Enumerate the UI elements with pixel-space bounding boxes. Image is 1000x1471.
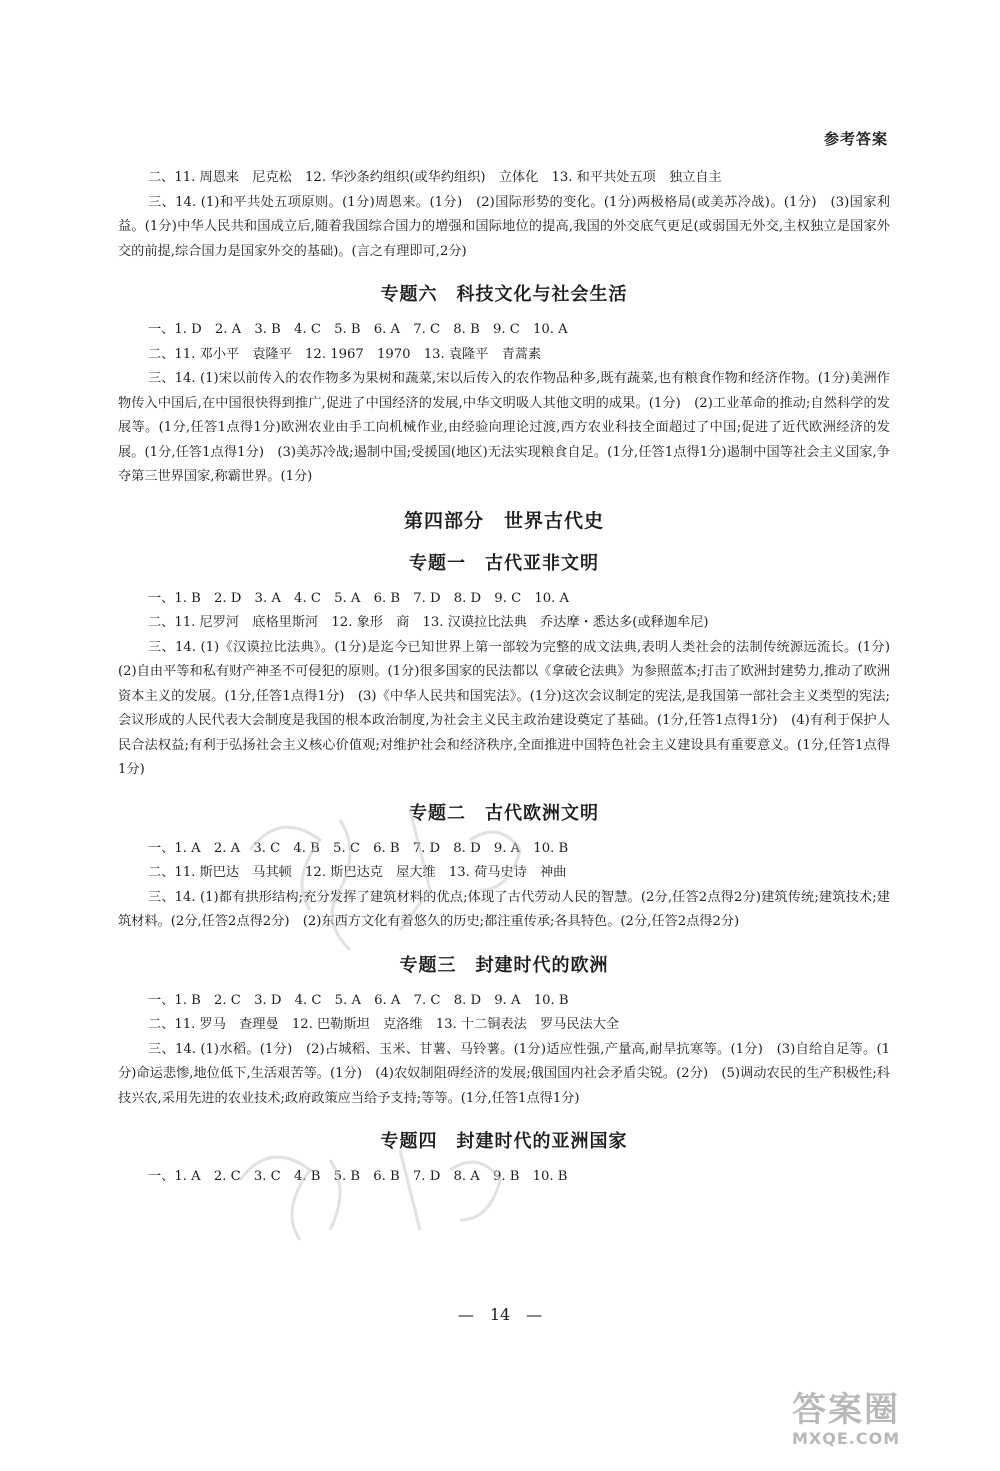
- part-title: 第四部分 世界古代史: [403, 509, 604, 532]
- answer-paragraph: 三、14. (1)和平共处五项原则。(1分)周恩来。(1分) (2)国际形势的变化。(1分)两极格局(或美苏冷战)。(1分) (3)国家利益。(1分)中华人民共和国成立后,随着我国综合国力的增强和国际地位的提高,我国的外交底气更足(或弱国无外交,主权独立是国家外交的前提,综合国力是国家外交的基础)。(言之有理即可,2分): [118, 194, 890, 259]
- answer-paragraph: 一、1. D 2. A 3. B 4. C 5. B 6. A 7. C 8. B 9. C 10. A: [148, 322, 568, 337]
- answer-paragraph: 二、11. 周恩来 尼克松 12. 华沙条约组织(或华约组织) 立体化 13. 和平共处五项 独立自主: [148, 170, 722, 185]
- answer-paragraph: 三、14. (1)都有拱形结构;充分发挥了建筑材料的优点;体现了古代劳动人民的智慧。(2分,任答2点得2分)建筑传统;建筑技术;建筑材料。(2分,任答2点得2分) (2)东西方文化有着悠久的历史;都注重传承;各具特色。(2分,任答2点得2分): [118, 889, 890, 929]
- answer-paragraph: 二、11. 尼罗河 底格里斯河 12. 象形 商 13. 汉谟拉比法典 乔达摩・悉达多(或释迦牟尼): [148, 615, 709, 630]
- watermark-url: MXQE.COM: [792, 1429, 901, 1448]
- answer-paragraph: 二、11. 邓小平 袁隆平 12. 1967 1970 13. 袁隆平 青蒿素: [148, 346, 542, 362]
- section-title: 专题四 封建时代的亚洲国家: [380, 1131, 628, 1152]
- site-watermark: [792, 1391, 982, 1455]
- watermark-logo-text: 答案圈: [792, 1390, 900, 1430]
- running-header: 参考答案: [823, 130, 888, 148]
- answer-paragraph: 二、11. 斯巴达 马其顿 12. 斯巴达克 屋大维 13. 荷马史诗 神曲: [148, 865, 567, 880]
- page-number: — 14 —: [457, 1305, 543, 1324]
- section-title: 专题六 科技文化与社会生活: [380, 284, 628, 305]
- answer-paragraph: 二、11. 罗马 查理曼 12. 巴勒斯坦 克洛维 13. 十二铜表法 罗马民法大全: [148, 1017, 620, 1032]
- answer-paragraph: 一、1. B 2. D 3. A 4. C 5. A 6. B 7. D 8. D 9. C 10. A: [148, 590, 570, 606]
- answer-content: [118, 166, 904, 1190]
- answer-paragraph: 一、1. A 2. C 3. C 4. B 5. B 6. B 7. D 8. A 9. B 10. B: [148, 1169, 568, 1184]
- section-title: 专题三 封建时代的欧洲: [399, 954, 609, 976]
- section-title: 专题一 古代亚非文明: [409, 552, 599, 574]
- answer-paragraph: 一、1. B 2. C 3. D 4. C 5. A 6. A 7. C 8. D 9. A 10. B: [148, 992, 569, 1008]
- answer-paragraph: 三、14. (1)水稻。(1分) (2)占城稻、玉米、甘薯、马铃薯。(1分)适应性强,产量高,耐旱抗寒等。(1分) (3)自给自足等。(1分)命运悲惨,地位低下,生活艰苦等。(1分) (4)农奴制阻碍经济的发展;俄国国内社会矛盾尖锐。(2分) (5)调动农民的生产积极性;科技兴农,采用先进的农业技术;政府政策应当给予支持;等等。(1分,任答1点得1分): [118, 1041, 890, 1106]
- answer-paragraph: 三、14. (1)宋以前传入的农作物多为果树和蔬菜,宋以后传入的农作物品种多,既有蔬菜,也有粮食作物和经济作物。(1分)美洲作物传入中国后,在中国很快得到推广,促进了中国经济的发展,中华文明吸人其他文明的成果。(1分) (2)工业革命的推动;自然科学的发展等。(1分,任答1点得1分)欧洲农业由手工向机械作业,由经验向理论过渡,西方农业科技全面超过了中国;促进了近代欧洲经济的发展。(1分,任答1点得1分) (3)美苏冷战;遏制中国;受援国(地区)无法实现粮食自足。(1分,任答1点得1分)遏制中国等社会主义国家,争夺第三世界国家,称霸世界。(1分): [118, 371, 890, 484]
- answer-paragraph: 三、14. (1)《汉谟拉比法典》。(1分)是迄今已知世界上第一部较为完整的成文法典,表明人类社会的法制传统源远流长。(1分) (2)自由平等和私有财产神圣不可侵犯的原则。(1分)很多国家的民法都以《拿破仑法典》为参照蓝本;打击了欧洲封建势力,推动了欧洲资本主义的发展。(1分,任答1点得1分) (3)《中华人民共和国宪法》。(1分)这次会议制定的宪法,是我国第一部社会主义类型的宪法;会议形成的人民代表大会制度是我国的根本政治制度,为社会主义民主政治建设奠定了基础。(1分,任答1点得1分) (4)有利于保护人民合法权益;有利于弘扬社会主义核心价值观;对维护社会和经济秩序,全面推进中国特色社会主义建设具有重要意义。(1分,任答1点得1分): [118, 639, 904, 777]
- answer-paragraph: 一、1. A 2. A 3. C 4. B 5. C 6. B 7. D 8. D 9. A 10. B: [148, 840, 569, 856]
- section-title: 专题二 古代欧洲文明: [409, 802, 599, 824]
